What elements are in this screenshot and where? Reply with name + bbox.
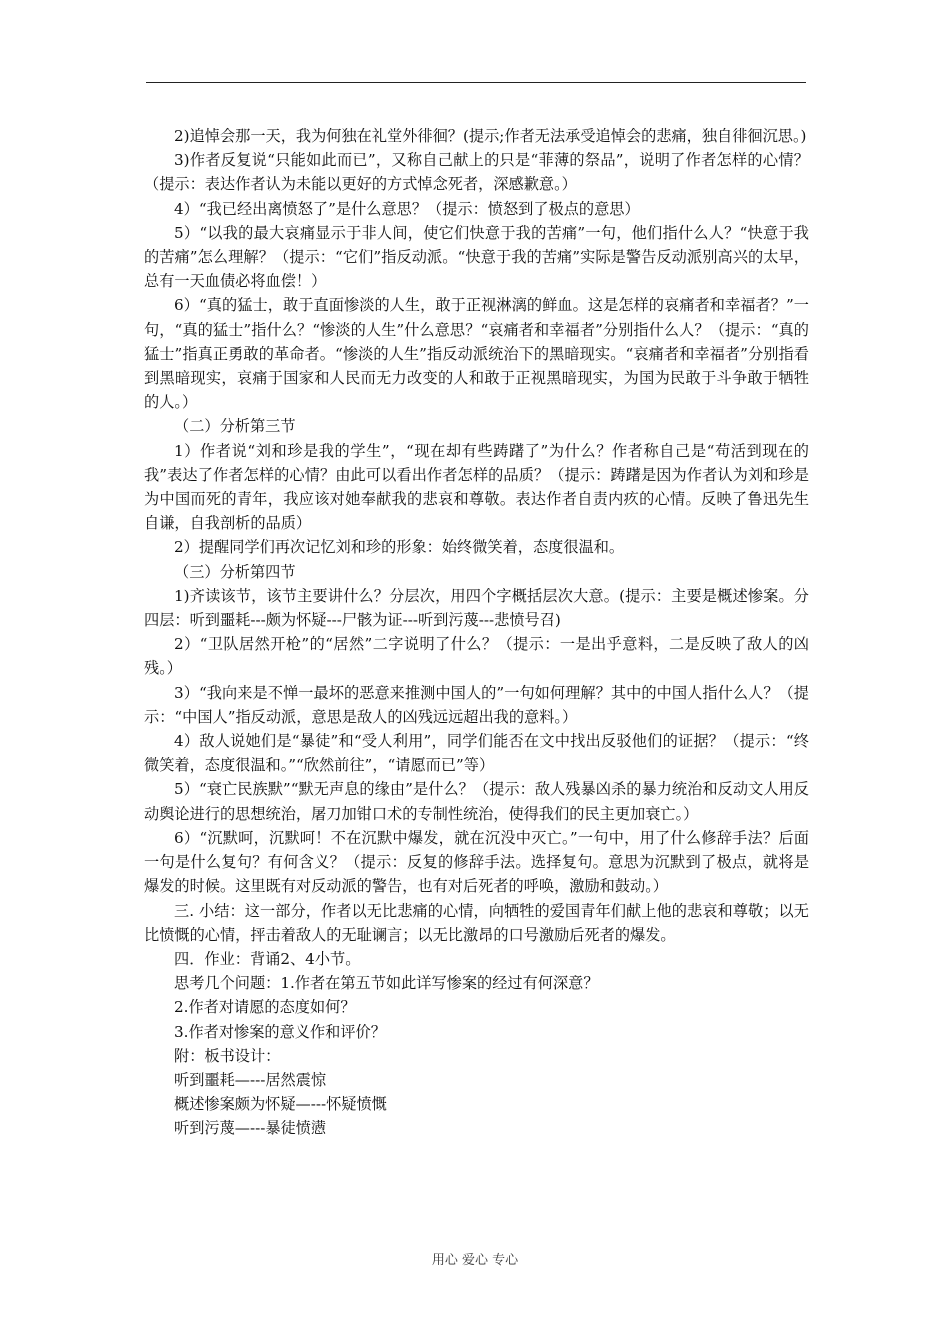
- paragraph-s4-q3-malice: 3）“我向来是不惮一最坏的恶意来推测中国人的”一句如何理解？其中的中国人指什么人？（提示：“中国人”指反动派，意思是敌人的凶残远远超出我的意料。）: [144, 683, 809, 726]
- paragraph-s4-q4-rebuttal: 4）敌人说她们是“暴徒”和“受人利用”，同学们能否在文中找出反驳他们的证据？（提示：“终微笑着，态度很温和。”“欣然前往”，“请愿而已”等）: [144, 732, 809, 775]
- paragraph-s3-q1-student: 1）作者说“刘和珍是我的学生”，“现在却有些踌躇了”为什么？作者称自己是“苟活到现在的我”表达了作者怎样的心情？由此可以看出作者怎样的品质？（提示：踌躇是因为作者认为刘和珍是为中国而死的青年，我应该对她奉献我的悲哀和尊敬。表达作者自责内疚的心情。反映了鲁迅先生自谦，自我剖析的品质）: [144, 441, 809, 533]
- board-line-3: 听到污蔑—---暴徒愤懑: [174, 1119, 327, 1138]
- paragraph-board-design: 附：板书设计：: [174, 1046, 281, 1065]
- paragraph-q2-memorial-day: 2)追悼会那一天，我为何独在礼堂外徘徊？(提示;作者无法承受追悼会的悲痛，独自徘徊沉思。): [174, 127, 807, 145]
- header-rule: [146, 82, 806, 83]
- paragraph-homework: 四．作业：背诵2、4小节。: [174, 949, 361, 968]
- section-heading-part-four: （三）分析第四节: [174, 562, 296, 581]
- paragraph-summary: 三. 小结：这一部分，作者以无比悲痛的心情，向牺牲的爱国青年们献上他的悲哀和尊敬；以无比愤慨的心情，抨击着敌人的无耻谰言；以无比激昂的口号激励后死者的爆发。: [144, 901, 809, 944]
- paragraph-think-q3: 3.作者对惨案的意义作和评价？: [174, 1022, 386, 1041]
- paragraph-s4-q2-guards: 2）“卫队居然开枪”的“居然”二字说明了什么？（提示：一是出乎意料，二是反映了敌人的凶残。）: [144, 635, 809, 678]
- paragraph-think-q1: 思考几个问题：1.作者在第五节如此详写惨案的经过有何深意？: [174, 974, 599, 993]
- paragraph-s4-q5-silence-cause: 5）“衰亡民族默”“默无声息的缘由”是什么？（提示：敌人残暴凶杀的暴力统治和反动文人用反动舆论进行的思想统治，屠刀加钳口术的专制性统治，使得我们的民主更加衰亡。）: [144, 780, 809, 823]
- board-line-1: 听到噩耗—---居然震惊: [174, 1070, 327, 1089]
- paragraph-s4-q1-read: 1)齐读该节，该节主要讲什么？分层次，用四个字概括层次大意。(提示：主要是概述惨案。分四层：听到噩耗---颇为怀疑---尸骸为证---听到污蔑---悲愤号召): [144, 586, 809, 630]
- section-heading-part-three: （二）分析第三节: [174, 417, 296, 436]
- page-footer: 用心 爱心 专心: [431, 1253, 519, 1268]
- paragraph-q3-only-so: 3)作者反复说“只能如此而已”，又称自己献上的只是“菲薄的祭品”，说明了作者怎样的心情？（提示：表达作者认为未能以更好的方式悼念死者，深感歉意。）: [144, 151, 809, 194]
- paragraph-q5-greatest-grief: 5）“以我的最大哀痛显示于非人间，使它们快意于我的苦痛”一句，他们指什么人？“快意于我的苦痛”怎么理解？（提示：“它们”指反动派。“快意于我的苦痛”实际是警告反动派别高兴的太早，总有一天血债必将血偿！）: [144, 223, 809, 291]
- board-line-2: 概述惨案颇为怀疑—---怀疑愤慨: [174, 1095, 387, 1114]
- paragraph-s3-q2-image: 2）提醒同学们再次记忆刘和珍的形象：始终微笑着，态度很温和。: [174, 538, 625, 557]
- paragraph-think-q2: 2.作者对请愿的态度如何？: [174, 998, 356, 1017]
- paragraph-s4-q6-silence: 6）“沉默呵，沉默呵！不在沉默中爆发，就在沉没中灭亡。”一句中，用了什么修辞手法？后面一句是什么复句？有何含义？（提示：反复的修辞手法。选择复句。意思为沉默到了极点，就将是爆发的时候。这里既有对反动派的警告，也有对后死者的呼唤，激励和鼓动。）: [144, 828, 809, 896]
- paragraph-q4-beyond-anger: 4）“我已经出离愤怒了”是什么意思？（提示：愤怒到了极点的意思）: [174, 199, 640, 218]
- paragraph-q6-true-warrior: 6）“真的猛士，敢于直面惨淡的人生，敢于正视淋漓的鲜血。这是怎样的哀痛者和幸福者？”一句，“真的猛士”指什么？“惨淡的人生”什么意思？“哀痛者和幸福者”分别指什么人？（提示：“真的猛士”指真正勇敢的革命者。“惨淡的人生”指反动派统治下的黑暗现实。“哀痛者和幸福者”分别指看到黑暗现实，哀痛于国家和人民而无力改变的人和敢于正视黑暗现实，为国为民敢于斗争敢于牺牲的人。）: [144, 296, 809, 412]
- document-body: [144, 124, 809, 1141]
